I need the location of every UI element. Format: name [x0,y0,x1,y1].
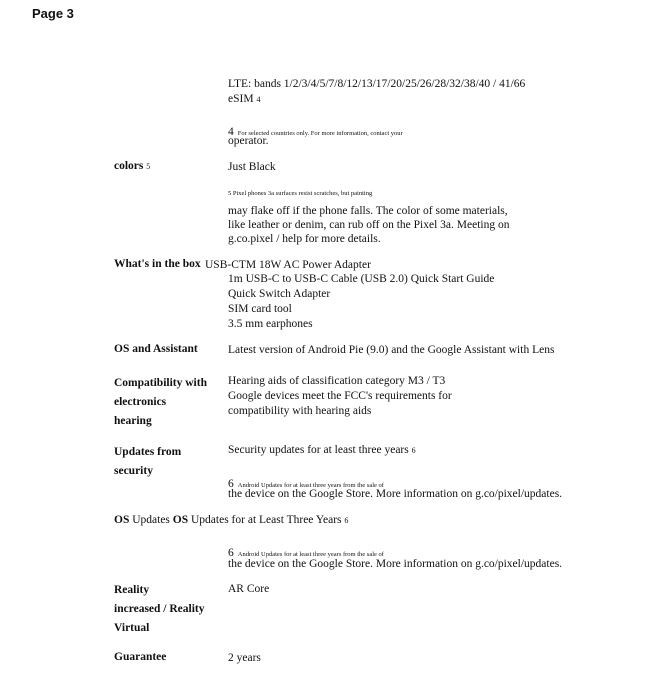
updates-label-line: Updates from [114,446,182,458]
os-updates-text: Updates [132,514,170,526]
compat-value-line: compatibility with hearing aids [228,405,372,417]
footnote-6b-continued: the device on the Google Store. More information on g.co/pixel/updates. [228,558,563,570]
guarantee-label: Guarantee [114,651,167,663]
page-number: Page 3 [32,6,74,21]
footnote-number: 6 [228,478,234,490]
footnote-6a-continued: the device on the Google Store. More information on g.co/pixel/updates. [228,488,563,500]
os-value: Latest version of Android Pie (9.0) and the Google Assistant with Lens [228,344,555,356]
colors-label-row [114,160,150,172]
ar-label-line: increased / Reality [114,603,205,615]
ar-value: AR Core [228,583,270,595]
footnote-number: 6 [228,547,234,559]
footnote-marker: 6 [411,446,416,455]
os-updates-bold: OS [172,514,189,526]
footnote-number: 4 [228,126,234,138]
footnote-5-small: 5 Pixel phones 3a surfaces resist scratches, but painting [228,190,373,197]
updates-value: Security updates for at least three years [228,444,409,456]
footnote-marker: 4 [256,95,261,104]
os-updates-bold: OS [114,514,130,526]
footnote-small-text: For selected countries only. For more information, contact your [237,130,403,137]
box-item: 1m USB-C to USB-C Cable (USB 2.0) Quick Start Guide [228,273,495,285]
compat-label-line: hearing [114,415,152,427]
guarantee-value: 2 years [228,652,261,664]
colors-label: colors [114,160,144,172]
footnote-small-text: Android Updates for at least three years from the sale of [237,551,384,558]
ar-label-line: Reality [114,584,150,596]
footnote-5-line: may flake off if the phone falls. The color of some materials, [228,205,508,217]
lte-bands-line [228,77,525,92]
compat-value-line: Google devices meet the FCC's requirements for [228,390,452,402]
footnote-marker: 6 [344,516,349,525]
box-item: Quick Switch Adapter [228,288,331,300]
os-updates-row [114,513,348,528]
esim-line [228,92,260,107]
lte-bands-text: LTE: bands 1/2/3/4/5/7/8/12/13/17/20/25/26/28/32/38/40 / 41/66 [228,78,526,90]
footnote-5-line: g.co.pixel / help for more details. [228,233,381,245]
compat-label-line: electronics [114,396,167,408]
os-label: OS and Assistant [114,343,198,355]
footnote-marker: 5 [146,162,151,171]
compat-label-line: Compatibility with [114,377,207,389]
box-item: SIM card tool [228,303,292,315]
footnote-small-text: Android Updates for at least three years from the sale of [237,482,384,489]
esim-text: eSIM [228,93,254,105]
footnote-4-continued: operator. [228,135,269,147]
footnote-5-line: like leather or denim, can rub off on the Pixel 3a. Meeting on [228,219,510,231]
updates-value-row [228,443,416,458]
os-updates-text: Updates for at Least Three Years [191,514,342,526]
colors-value: Just Black [228,161,276,173]
box-label: What's in the box [114,258,201,270]
ar-label-line: Virtual [114,622,150,634]
updates-label-line: security [114,465,153,477]
compat-value-line: Hearing aids of classification category M3 / T3 [228,375,446,387]
box-item: 3.5 mm earphones [228,318,313,330]
box-item: USB-CTM 18W AC Power Adapter [205,259,371,271]
